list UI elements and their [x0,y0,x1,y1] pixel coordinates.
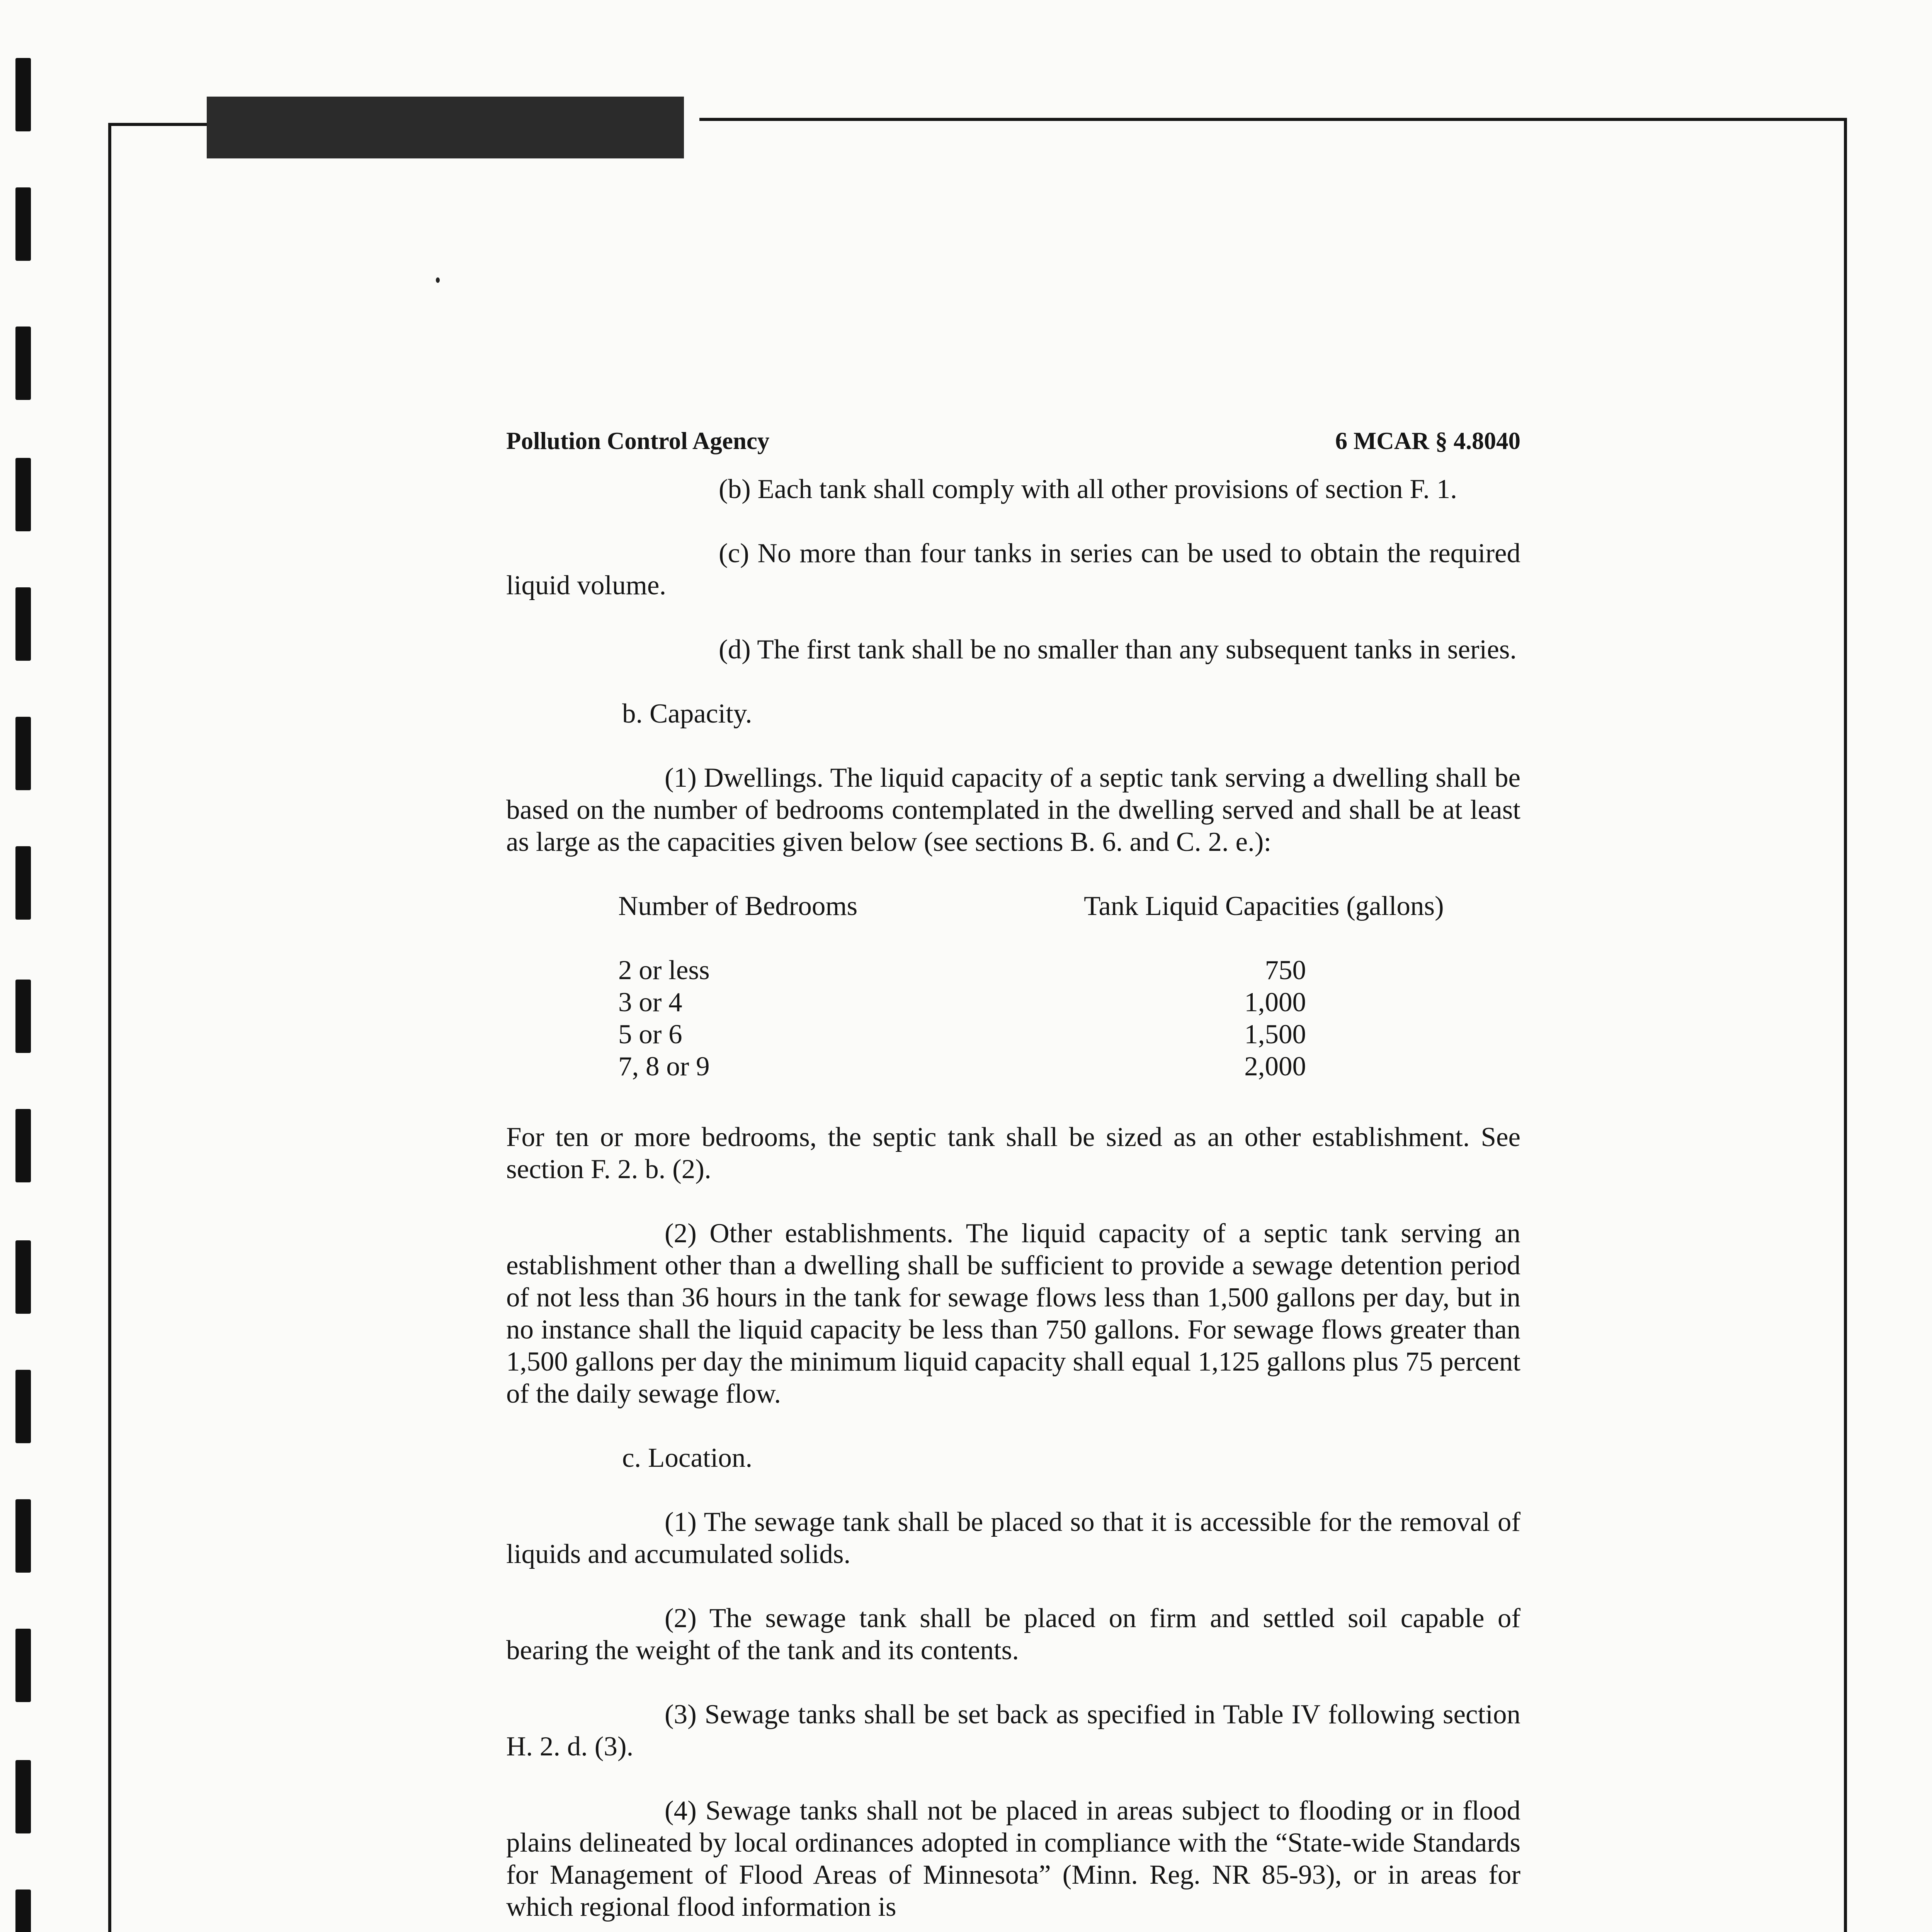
table-row [506,1019,1520,1051]
section-heading-location: c. Location. [622,1443,753,1473]
document-body [506,425,1520,1923]
edge-mark [15,717,31,790]
paragraph-location-2: (2) The sewage tank shall be placed on firm and settled soil capable of bearing the weight of the tank and its contents. [506,1603,1520,1665]
paragraph-other-establishments: (2) Other establishments. The liquid capacity of a septic tank serving an establishment other than a dwelling shall be sufficient to provide a sewage detention period of not less than 36 hours in the tank for sewage flows less than 1,500 gallons per day, but in no instance shall the liquid capacity be less than 750 gallons. For sewage flows greater than 1,500 gallons per day the minimum liquid capacity shall equal 1,125 gallons plus 75 percent of the daily sewage flow. [506,1218,1520,1409]
edge-mark [15,187,31,261]
bedrooms-cell: 3 or 4 [618,987,682,1017]
edge-mark [15,1889,31,1932]
redacted-header-bar [207,97,684,158]
edge-mark [15,58,31,131]
gallons-cell: 1,000 [1244,987,1306,1017]
bedrooms-cell: 2 or less [618,955,710,985]
edge-mark [15,1629,31,1702]
edge-mark [15,587,31,661]
scan-speck [436,277,440,283]
table-header-row [506,890,1520,954]
edge-mark [15,1109,31,1182]
edge-mark [15,1499,31,1573]
column-header-bedrooms: Number of Bedrooms [618,891,858,921]
edge-mark [15,1760,31,1833]
edge-mark [15,980,31,1053]
bedrooms-cell: 5 or 6 [618,1019,682,1049]
frame-top-right [699,118,1847,121]
gallons-cell: 1,500 [1244,1019,1306,1049]
paragraph-location-4: (4) Sewage tanks shall not be placed in areas subject to flooding or in flood plains delineated by local ordinances adopted in compliance with the “State-wide Standards for Management of Flood Areas of Minnesota” (Minn. Reg. NR 85-93), or in areas for which regional flood information is [506,1796,1520,1922]
paragraph-c: (c) No more than four tanks in series can be used to obtain the required liquid volume. [506,538,1520,600]
frame-left [108,123,111,1932]
bedrooms-cell: 7, 8 or 9 [618,1051,710,1082]
gallons-cell: 2,000 [1244,1051,1306,1082]
paragraph-ten-or-more: For ten or more bedrooms, the septic tank shall be sized as an other establishment. See section F. 2. b. (2). [506,1122,1520,1184]
edge-mark [15,1240,31,1314]
paragraph-b: (b) Each tank shall comply with all other provisions of section F. 1. [719,474,1457,504]
table-row [506,986,1520,1019]
paragraph-d: (d) The first tank shall be no smaller than any subsequent tanks in series. [719,634,1517,665]
paragraph-dwellings: (1) Dwellings. The liquid capacity of a septic tank serving a dwelling shall be based on the number of bedrooms contemplated in the dwelling served and shall be at least as large as the capacities given below (see sections B. 6. and C. 2. e.): [506,763,1520,857]
section-heading-capacity: b. Capacity. [622,699,752,729]
frame-right [1844,118,1847,1932]
table-row [506,954,1520,986]
paragraph-location-1: (1) The sewage tank shall be placed so that it is accessible for the removal of liquids and accumulated solids. [506,1507,1520,1569]
column-header-capacity: Tank Liquid Capacities (gallons) [1084,891,1444,921]
edge-mark [15,846,31,920]
edge-mark [15,458,31,531]
running-head [506,425,1520,457]
agency-name: Pollution Control Agency [506,427,770,454]
edge-mark [15,327,31,400]
edge-mark [15,1370,31,1443]
paragraph-location-3: (3) Sewage tanks shall be set back as specified in Table IV following section H. 2. d. (3). [506,1699,1520,1762]
table-row [506,1051,1520,1083]
regulation-citation: 6 MCAR § 4.8040 [1335,427,1520,454]
gallons-cell: 750 [1265,955,1306,985]
capacity-table [506,890,1520,1083]
frame-top-left [108,123,209,126]
